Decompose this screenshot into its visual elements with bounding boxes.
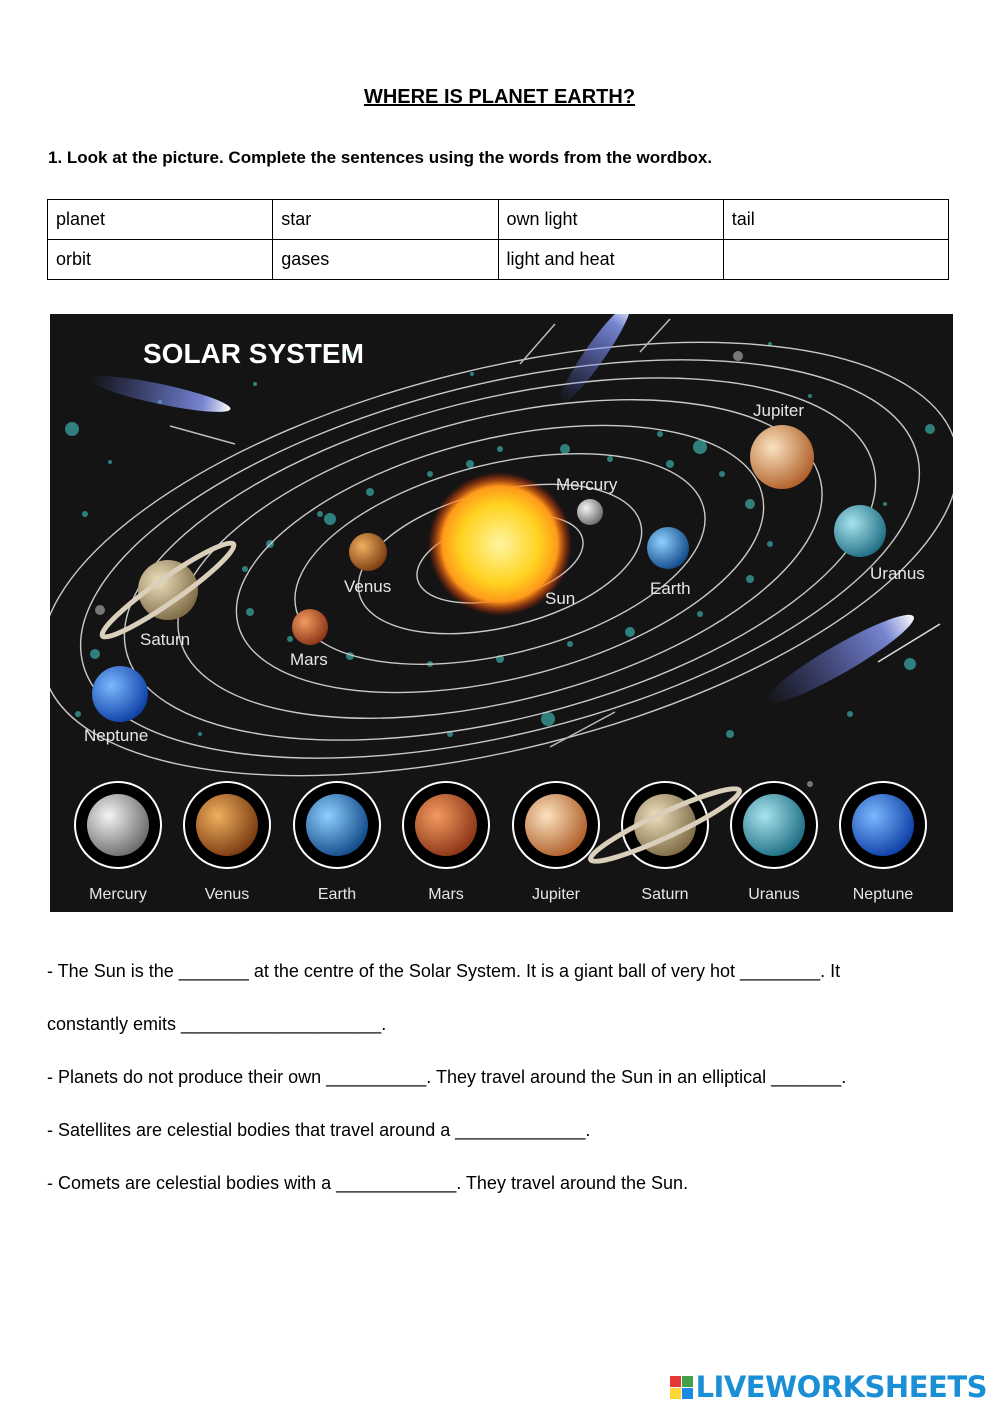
comet-icon — [759, 604, 920, 713]
solar-system-illustration — [50, 314, 953, 912]
jupiter-icon — [750, 425, 814, 489]
mars-icon — [415, 794, 477, 856]
sentence-line: - Satellites are celestial bodies that travel around a _____________. — [47, 1120, 591, 1140]
fill-in-sentences — [47, 945, 952, 1210]
row-label: Jupiter — [531, 886, 581, 903]
earth-icon — [306, 794, 368, 856]
sentence-line: constantly emits ____________________. — [47, 1014, 387, 1034]
label-earth: Earth — [650, 579, 691, 598]
row-label: Mercury — [89, 886, 147, 903]
uranus-icon — [834, 505, 886, 557]
uranus-icon — [743, 794, 805, 856]
label-jupiter: Jupiter — [753, 401, 805, 420]
neptune-icon — [852, 794, 914, 856]
row-label: Earth — [317, 886, 357, 903]
wordbox-row — [48, 200, 949, 240]
wordbox-cell: tail — [723, 200, 948, 240]
solar-system-svg — [50, 314, 953, 912]
jupiter-icon — [525, 794, 587, 856]
neptune-icon — [92, 666, 148, 722]
wordbox-cell: light and heat — [498, 240, 723, 280]
label-mercury: Mercury — [556, 475, 618, 494]
label-saturn: Saturn — [140, 630, 191, 649]
wordbox-cell: gases — [273, 240, 498, 280]
logo-text: LIVEWORKSHEETS — [695, 1370, 987, 1404]
sentence-line: - The Sun is the _______ at the centre of the Solar System. It is a giant ball of very hot ________. It — [47, 961, 841, 981]
row-label: Mars — [428, 886, 464, 903]
wordbox-cell: planet — [48, 200, 273, 240]
venus-icon — [196, 794, 258, 856]
wordbox-cell: orbit — [48, 240, 273, 280]
row-label: Neptune — [852, 886, 914, 903]
venus-icon — [349, 533, 387, 571]
label-venus: Venus — [344, 577, 392, 596]
row-label: Saturn — [641, 886, 689, 903]
planet-row-labels — [89, 886, 913, 903]
liveworksheets-logo — [670, 1370, 987, 1404]
wordbox-table — [47, 199, 949, 280]
wordbox-row — [48, 240, 949, 280]
wordbox-cell: own light — [498, 200, 723, 240]
wordbox-cell — [723, 240, 948, 280]
logo-icon — [670, 1376, 693, 1399]
row-label: Uranus — [748, 886, 800, 903]
label-uranus: Uranus — [870, 564, 925, 583]
comet-icon — [87, 369, 232, 419]
earth-icon — [647, 527, 689, 569]
label-mars: Mars — [290, 650, 328, 669]
sentence-line: - Comets are celestial bodies with a ____________. They travel around the Sun. — [47, 1173, 689, 1193]
planet-row — [75, 779, 926, 870]
label-sun: Sun — [545, 589, 576, 608]
mercury-icon — [577, 499, 603, 525]
mars-icon — [292, 609, 328, 645]
mercury-icon — [87, 794, 149, 856]
sentence-line: - Planets do not produce their own __________. They travel around the Sun in an elliptical _______. — [47, 1067, 847, 1087]
figure-heading: SOLAR SYSTEM — [143, 338, 364, 369]
wordbox-cell: star — [273, 200, 498, 240]
row-label: Venus — [204, 886, 250, 903]
instruction-text: 1. Look at the picture. Complete the sentences using the words from the wordbox. — [48, 148, 713, 167]
label-neptune: Neptune — [84, 726, 149, 745]
worksheet-title: WHERE IS PLANET EARTH? — [363, 86, 636, 108]
